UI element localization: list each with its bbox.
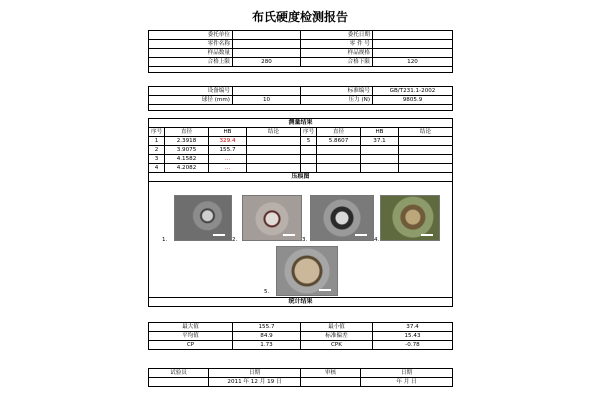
sign-label: 审核 (301, 369, 361, 378)
cell: ... (209, 164, 247, 173)
equip-row (149, 87, 453, 96)
stats-value: 1.73 (233, 341, 301, 350)
equipment-table (148, 86, 453, 111)
stats-section-title: 统计结果 (149, 298, 453, 307)
table-row (149, 155, 453, 164)
info-label: 合格下限 (301, 58, 373, 67)
col-header: 直径 (165, 128, 209, 137)
cell (247, 155, 301, 164)
info-row (149, 40, 453, 49)
cell: 2.3918 (165, 137, 209, 146)
sign-label: 日期 (209, 369, 301, 378)
results-header-row (149, 128, 453, 137)
info-label: 零 件 号 (301, 40, 373, 49)
cell (317, 146, 361, 155)
info-label: 委托日期 (301, 31, 373, 40)
cell: 3.9075 (165, 146, 209, 155)
cell (399, 155, 453, 164)
stats-row (149, 323, 453, 332)
cell (361, 146, 399, 155)
spacer-row (149, 105, 453, 111)
stats-label: CPK (301, 341, 373, 350)
col-header: HB (361, 128, 399, 137)
col-header: HB (209, 128, 247, 137)
info-label: 合格上限 (149, 58, 233, 67)
info-value: 120 (373, 58, 453, 67)
spacer-row (149, 67, 453, 73)
info-table (148, 30, 453, 73)
cell: 1 (149, 137, 165, 146)
sign-value (301, 378, 361, 387)
sign-label: 日期 (361, 369, 453, 378)
cell (361, 155, 399, 164)
cell (301, 155, 317, 164)
photo-label: 1. (162, 237, 168, 243)
cell (399, 137, 453, 146)
equip-label: 设备编号 (149, 87, 233, 96)
table-row (149, 137, 453, 146)
cell (361, 164, 399, 173)
col-header: 序号 (301, 128, 317, 137)
stats-value: 155.7 (233, 323, 301, 332)
info-value: 280 (233, 58, 301, 67)
stats-row (149, 332, 453, 341)
stats-value: 15.43 (373, 332, 453, 341)
info-value (233, 31, 301, 40)
report-page (148, 6, 452, 396)
photo-label: 2. (232, 237, 238, 243)
cell: 4.2082 (165, 164, 209, 173)
cell (247, 164, 301, 173)
cell: 4 (149, 164, 165, 173)
info-label: 样品规格 (301, 49, 373, 58)
table-row (149, 146, 453, 155)
info-row (149, 58, 453, 67)
cell: 155.7 (209, 146, 247, 155)
info-value (373, 49, 453, 58)
info-value (373, 31, 453, 40)
info-label: 零件名称 (149, 40, 233, 49)
info-row (149, 31, 453, 40)
stats-label: CP (149, 341, 233, 350)
info-value (233, 49, 301, 58)
equip-row (149, 96, 453, 105)
indentation-photo (380, 195, 440, 241)
cell: 5 (301, 137, 317, 146)
cell (399, 146, 453, 155)
equip-label: 标准编号 (301, 87, 373, 96)
scale-bar (213, 234, 225, 236)
sign-date: 2011 年 12 月 19 日 (209, 378, 301, 387)
equip-label: 球径 (mm) (149, 96, 233, 105)
cell (301, 164, 317, 173)
signature-label-row (149, 369, 453, 378)
cell (247, 137, 301, 146)
equip-value: 9805.9 (373, 96, 453, 105)
col-header: 结论 (247, 128, 301, 137)
cell: 4.1582 (165, 155, 209, 164)
scale-bar (421, 234, 433, 236)
scale-bar (283, 234, 295, 236)
info-value (373, 40, 453, 49)
indentation-photo (242, 195, 302, 241)
cell: 5.8607 (317, 137, 361, 146)
equip-value: 10 (233, 96, 301, 105)
sign-label: 试验员 (149, 369, 209, 378)
info-row (149, 49, 453, 58)
info-label: 样品数量 (149, 49, 233, 58)
stats-label: 平均值 (149, 332, 233, 341)
scale-bar (319, 289, 331, 291)
cell: 37.1 (361, 137, 399, 146)
equip-value (233, 87, 301, 96)
indentation-photo (310, 195, 374, 241)
stats-label: 标准偏差 (301, 332, 373, 341)
sign-value (149, 378, 209, 387)
col-header: 结论 (399, 128, 453, 137)
col-header: 序号 (149, 128, 165, 137)
cell (301, 146, 317, 155)
signature-table (148, 368, 453, 387)
cell (247, 146, 301, 155)
stats-value: 84.9 (233, 332, 301, 341)
cell: 329.4 (209, 137, 247, 146)
stats-label: 最小值 (301, 323, 373, 332)
equip-value: GB/T231.1-2002 (373, 87, 453, 96)
table-row (149, 164, 453, 173)
cell (317, 164, 361, 173)
cell: 2 (149, 146, 165, 155)
photo-label: 3. (302, 237, 308, 243)
info-label: 委托单位 (149, 31, 233, 40)
cell (399, 164, 453, 173)
stats-row (149, 341, 453, 350)
info-value (233, 40, 301, 49)
photos-section-title: 压痕图 (149, 173, 453, 182)
equip-label: 压力 (N) (301, 96, 373, 105)
cell: ... (209, 155, 247, 164)
report-title: 布氏硬度检测报告 (251, 10, 348, 24)
stats-label: 最大值 (149, 323, 233, 332)
stats-table (148, 322, 453, 350)
sign-date: 年 月 日 (361, 378, 453, 387)
cell (317, 155, 361, 164)
signature-value-row (149, 378, 453, 387)
col-header: 直径 (317, 128, 361, 137)
photo-label: 5. (264, 289, 270, 295)
scale-bar (355, 234, 367, 236)
stats-value: -0.78 (373, 341, 453, 350)
results-section-title: 测量结果 (149, 119, 453, 128)
indentation-photo (276, 246, 338, 296)
photo-label: 4. (374, 237, 380, 243)
cell: 3 (149, 155, 165, 164)
indentation-photo (174, 195, 232, 241)
stats-value: 37.4 (373, 323, 453, 332)
